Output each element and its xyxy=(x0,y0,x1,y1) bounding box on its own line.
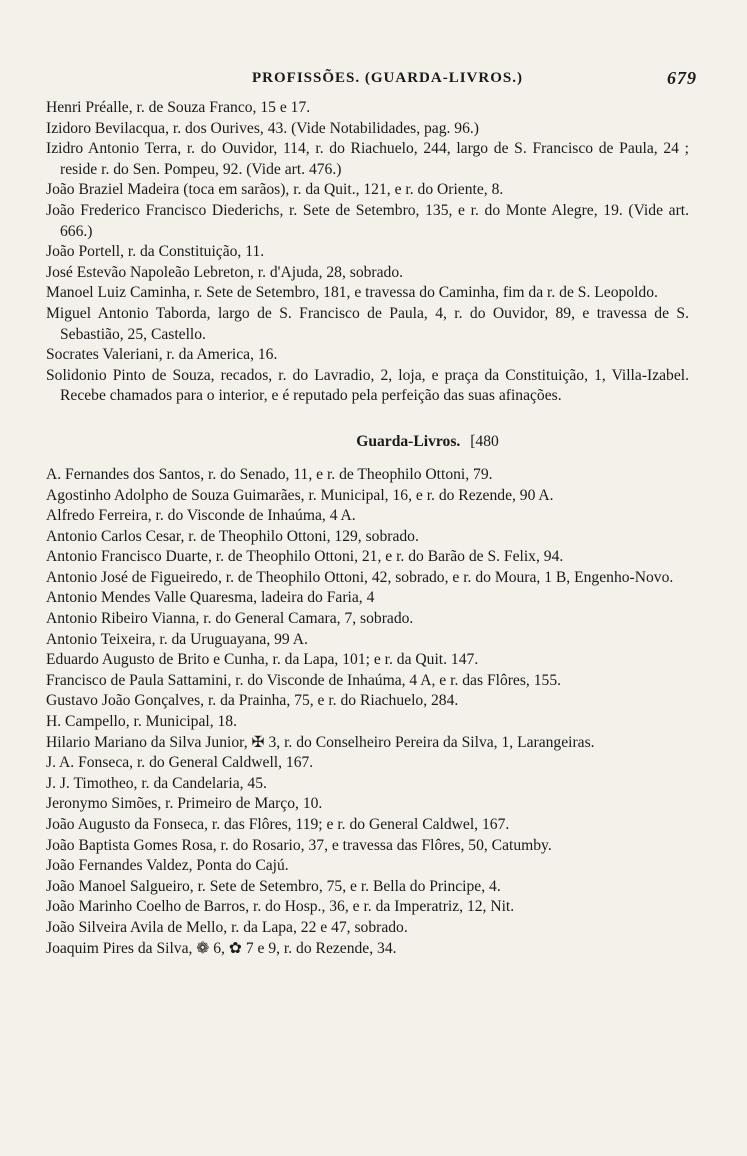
list-item: João Frederico Francisco Diederichs, r. Sete de Setembro, 135, e r. do Monte Alegre, 19. (Vide art. 666.) xyxy=(46,201,689,240)
list-item: João Portell, r. da Constituição, 11. xyxy=(46,243,265,261)
running-head-title: PROFISSÕES. (GUARDA-LIVROS.) xyxy=(252,70,523,86)
section-heading xyxy=(46,433,689,451)
list-item: Eduardo Augusto de Brito e Cunha, r. da Lapa, 101; e r. da Quit. 147. xyxy=(46,651,479,669)
list-item: Francisco de Paula Sattamini, r. do Visconde de Inhaúma, 4 A, e r. das Flôres, 155. xyxy=(46,671,562,689)
list-item: João Fernandes Valdez, Ponta do Cajú. xyxy=(46,857,289,875)
list-item: Jeronymo Simões, r. Primeiro de Março, 10. xyxy=(46,795,323,813)
list-item: Miguel Antonio Taborda, largo de S. Francisco de Paula, 4, r. do Ouvidor, 89, e travessa de S. Sebastião, 25, Castello. xyxy=(46,304,689,343)
section-title: Guarda-Livros. xyxy=(356,432,461,450)
list-item: A. Fernandes dos Santos, r. do Senado, 11, e r. de Theophilo Ottoni, 79. xyxy=(46,465,493,483)
list-item: Antonio José de Figueiredo, r. de Theophilo Ottoni, 42, sobrado, e r. do Moura, 1 B, Engenho-Novo. xyxy=(46,568,674,586)
list-item: Joaquim Pires da Silva, ❁ 6, ✿ 7 e 9, r. do Rezende, 34. xyxy=(46,939,397,957)
list-item: Hilario Mariano da Silva Junior, ✠ 3, r. do Conselheiro Pereira da Silva, 1, Larangeiras. xyxy=(46,733,595,751)
list-item: João Braziel Madeira (toca em sarãos), r. da Quit., 121, e r. do Oriente, 8. xyxy=(46,181,504,199)
list-item: Manoel Luiz Caminha, r. Sete de Setembro, 181, e travessa do Caminha, fim da r. de S. Leopoldo. xyxy=(46,284,658,302)
previous-section-entries xyxy=(46,98,689,407)
list-item: João Baptista Gomes Rosa, r. do Rosario, 37, e travessa das Flôres, 50, Catumby. xyxy=(46,836,552,854)
list-item: Agostinho Adolpho de Souza Guimarães, r. Municipal, 16, e r. do Rezende, 90 A. xyxy=(46,486,554,504)
list-item: Henri Préalle, r. de Souza Franco, 15 e 17. xyxy=(46,99,311,116)
list-item: João Manoel Salgueiro, r. Sete de Setembro, 75, e r. Bella do Principe, 4. xyxy=(46,877,501,895)
running-head xyxy=(46,68,697,98)
list-item: Antonio Mendes Valle Quaresma, ladeira do Faria, 4 xyxy=(46,589,375,607)
list-item: H. Campello, r. Municipal, 18. xyxy=(46,713,238,731)
list-item: Izidoro Bevilacqua, r. dos Ourives, 43. (Vide Notabilidades, pag. 96.) xyxy=(46,119,479,137)
page-number: 679 xyxy=(667,68,697,88)
list-item: João Augusto da Fonseca, r. das Flôres, 119; e r. do General Caldwel, 167. xyxy=(46,816,510,833)
section-entries xyxy=(46,465,689,959)
list-item: José Estevão Napoleão Lebreton, r. d'Ajuda, 28, sobrado. xyxy=(46,263,404,281)
list-item: Antonio Teixeira, r. da Uruguayana, 99 A. xyxy=(46,630,308,648)
list-item: João Silveira Avila de Mello, r. da Lapa, 22 e 47, sobrado. xyxy=(46,918,408,936)
section-count: [480 xyxy=(470,432,499,450)
list-item: Socrates Valeriani, r. da America, 16. xyxy=(46,346,278,364)
list-item: J. J. Timotheo, r. da Candelaria, 45. xyxy=(46,774,267,792)
list-item: J. A. Fonseca, r. do General Caldwell, 167. xyxy=(46,754,314,772)
list-item: Antonio Ribeiro Vianna, r. do General Camara, 7, sobrado. xyxy=(46,610,414,628)
list-item: Izidro Antonio Terra, r. do Ouvidor, 114, r. do Riachuelo, 244, largo de S. Francisco de Paula, 24 ; reside r. do Sen. Pompeu, 92. (Vide art. 476.) xyxy=(46,140,689,178)
list-item: Alfredo Ferreira, r. do Visconde de Inhaúma, 4 A. xyxy=(46,507,356,525)
list-item: Antonio Francisco Duarte, r. de Theophilo Ottoni, 21, e r. do Barão de S. Felix, 94. xyxy=(46,548,564,566)
list-item: Antonio Carlos Cesar, r. de Theophilo Ottoni, 129, sobrado. xyxy=(46,527,419,545)
list-item: Solidonio Pinto de Souza, recados, r. do Lavradio, 2, loja, e praça da Constituição, 1, Villa-Izabel. Recebe chamados para o interior, e é reputado pela perfeição das suas afinações. xyxy=(46,366,689,405)
list-item: João Marinho Coelho de Barros, r. do Hosp., 36, e r. da Imperatriz, 12, Nit. xyxy=(46,898,515,916)
list-item: Gustavo João Gonçalves, r. da Prainha, 75, e r. do Riachuelo, 284. xyxy=(46,692,459,710)
